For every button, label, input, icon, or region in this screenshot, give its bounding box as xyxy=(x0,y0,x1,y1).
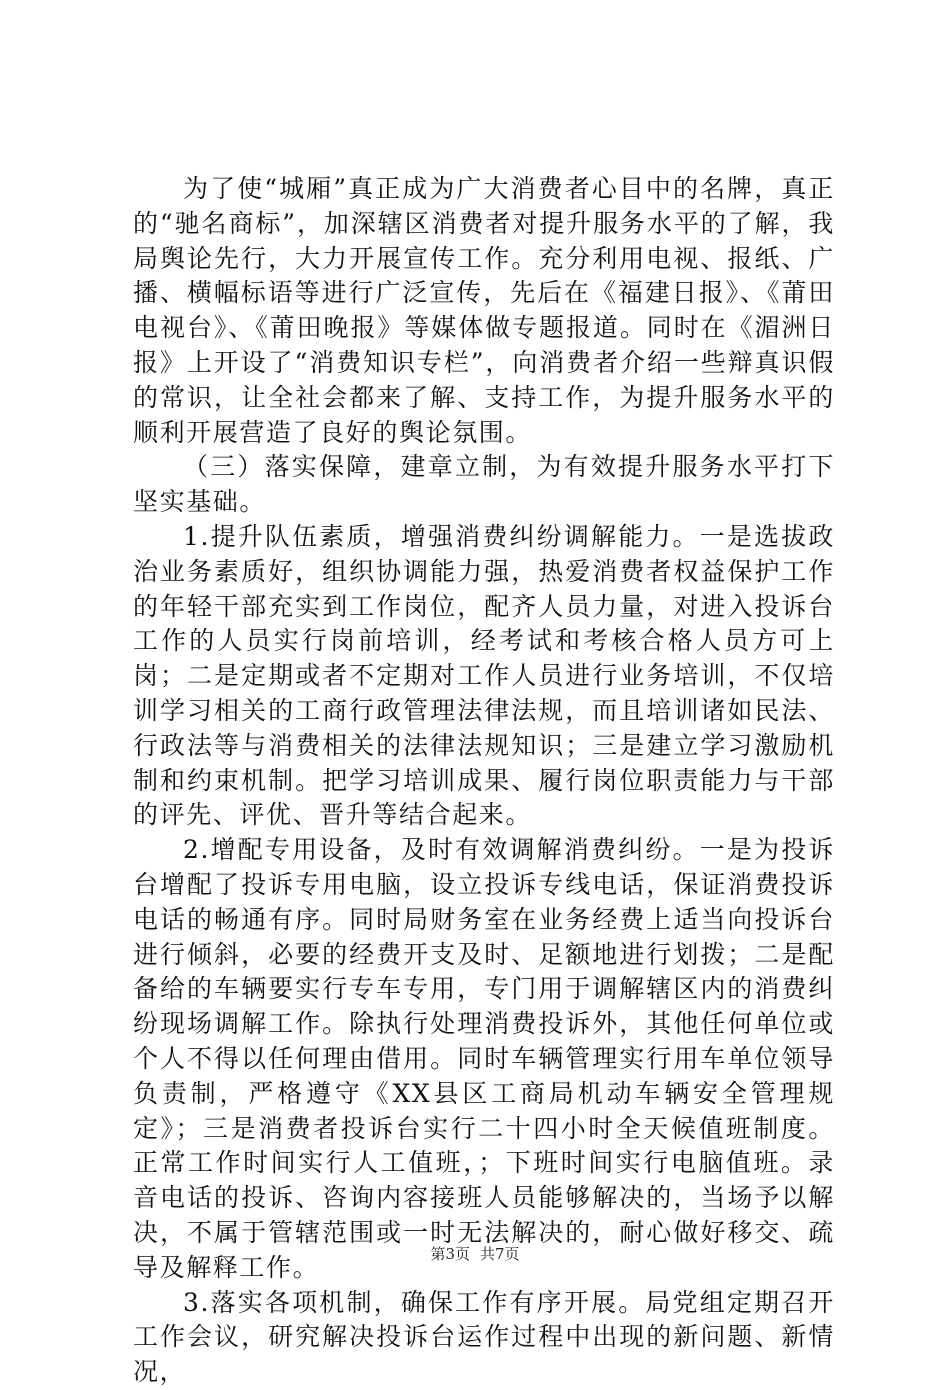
paragraph-publicity: 为了使“城厢”真正成为广大消费者心目中的名牌，真正的“驰名商标”，加深辖区消费者对提升服务水平的了解，我局舆论先行，大力开展宣传工作。充分利用电视、报纸、广播、横幅标语等进行广泛宣传，先后在《福建日报》、《莆田电视台》、《莆田晚报》等媒体做专题报道。同时在《湄洲日报》上开设了“消费知识专栏”，向消费者介绍一些辩真识假的常识，让全社会都来了解、支持工作，为提升服务水平的顺利开展营造了良好的舆论氛围。 xyxy=(133,174,835,447)
paragraph-item-one: 1.提升队伍素质，增强消费纠纷调解能力。一是选拔政治业务素质好，组织协调能力强，热爱消费者权益保护工作的年轻干部充实到工作岗位，配齐人员力量，对进入投诉台工作的人员实行岗前培训，经考试和考核合格人员方可上岗；二是定期或者不定期对工作人员进行业务培训，不仅培训学习相关的工商行政管理法律法规，而且培训诸如民法、行政法等与消费相关的法律法规知识；三是建立学习激励机制和约束机制。把学习培训成果、履行岗位职责能力与干部的评先、评优、晋升等结合起来。 xyxy=(133,521,835,830)
page-footer xyxy=(0,1244,950,1264)
document-body xyxy=(133,172,835,1390)
paragraph-item-three: 3.落实各项机制，确保工作有序开展。局党组定期召开工作会议，研究解决投诉台运作过程中出现的新问题、新情况， xyxy=(133,1287,835,1387)
paragraph-item-two: 2.增配专用设备，及时有效调解消费纠纷。一是为投诉台增配了投诉专用电脑，设立投诉专线电话，保证消费投诉电话的畅通有序。同时局财务室在业务经费上适当向投诉台进行倾斜，必要的经费开支及时、足额地进行划拨；二是配备给的车辆要实行专车专用，专门用于调解辖区内的消费纠纷现场调解工作。除执行处理消费投诉外，其他任何单位或个人不得以任何理由借用。同时车辆管理实行用车单位领导负责制，严格遵守《XX县区工商局机动车辆安全管理规定》；三是消费者投诉台实行二十四小时全天候值班制度。正常工作时间实行人工值班，；下班时间实行电脑值班。录音电话的投诉、咨询内容接班人员能够解决的，当场予以解决，不属于管辖范围或一时无法解决的，耐心做好移交、疏导及解释工作。 xyxy=(133,835,835,1282)
page-number: 第3页 xyxy=(430,1245,470,1263)
page-total: 共7页 xyxy=(480,1245,520,1263)
paragraph-section-three-heading: （三）落实保障，建章立制，为有效提升服务水平打下坚实基础。 xyxy=(133,452,835,517)
